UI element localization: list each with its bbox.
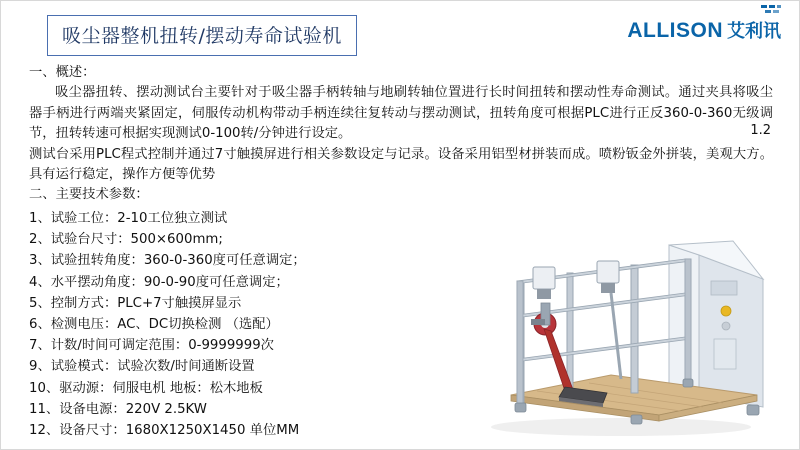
page-number: 1.2 (750, 123, 771, 138)
machine-photo (471, 219, 785, 441)
parameter-item: 11、设备电源：220V 2.5KW (29, 401, 207, 417)
parameter-item: 6、检测电压：AC、DC切换检测 （选配） (29, 317, 279, 333)
parameter-item: 9、试验模式：试验次数/时间通断设置 (29, 359, 255, 375)
brand (627, 17, 781, 43)
brand-name-en: ALLISON (627, 19, 723, 42)
parameter-item: 1、试验工位：2-10工位独立测试 (29, 211, 228, 226)
overview-section (29, 63, 773, 206)
brand-name-cn: 艾利讯 (727, 21, 781, 42)
parameter-item: 3、试验扭转角度：360-0-360度可任意调定； (29, 253, 306, 269)
overview-heading: 一、概述： (29, 65, 96, 80)
parameter-item: 4、水平摆动角度：90-0-90度可任意调定； (29, 274, 289, 290)
parameter-item: 5、控制方式：PLC+7寸触摸屏显示 (29, 295, 242, 311)
params-heading: 二、主要技术参数： (29, 187, 149, 203)
parameter-item: 10、驱动源：伺服电机 地板：松木地板 (29, 380, 263, 396)
parameter-item: 7、计数/时间可调定范围：0-9999999次 (29, 338, 274, 354)
parameter-item: 2、试验台尺寸：500×600mm; (29, 232, 223, 248)
page-title: 吸尘器整机扭转/摆动寿命试验机 (62, 25, 342, 47)
overview-paragraph-2: 测试台采用PLC程式控制并通过7寸触摸屏进行相关参数设定与记录。设备采用铝型材拼装而成。喷粉钣金外拼装，美观大方。具有运行稳定，操作方便等优势 (29, 146, 773, 183)
page-title-box (47, 15, 357, 56)
parameter-item: 12、设备尺寸：1680X1250X1450 单位MM (29, 423, 300, 439)
parameter-list (29, 208, 459, 441)
overview-paragraph-1: 吸尘器扭转、摆动测试台主要针对于吸尘器手柄转轴与地刷转轴位置进行长时间扭转和摆动性寿命测试。通过夹具将吸尘器手柄进行两端夹紧固定，伺服传动机构带动手柄连续往复转动与摆动测试，扭转角度可根据PLC进行正反360-0-360无级调节，扭转转速可根据实现测试0-100转/分钟进行设定。 (29, 85, 773, 142)
brand-logo-mark (761, 5, 781, 14)
